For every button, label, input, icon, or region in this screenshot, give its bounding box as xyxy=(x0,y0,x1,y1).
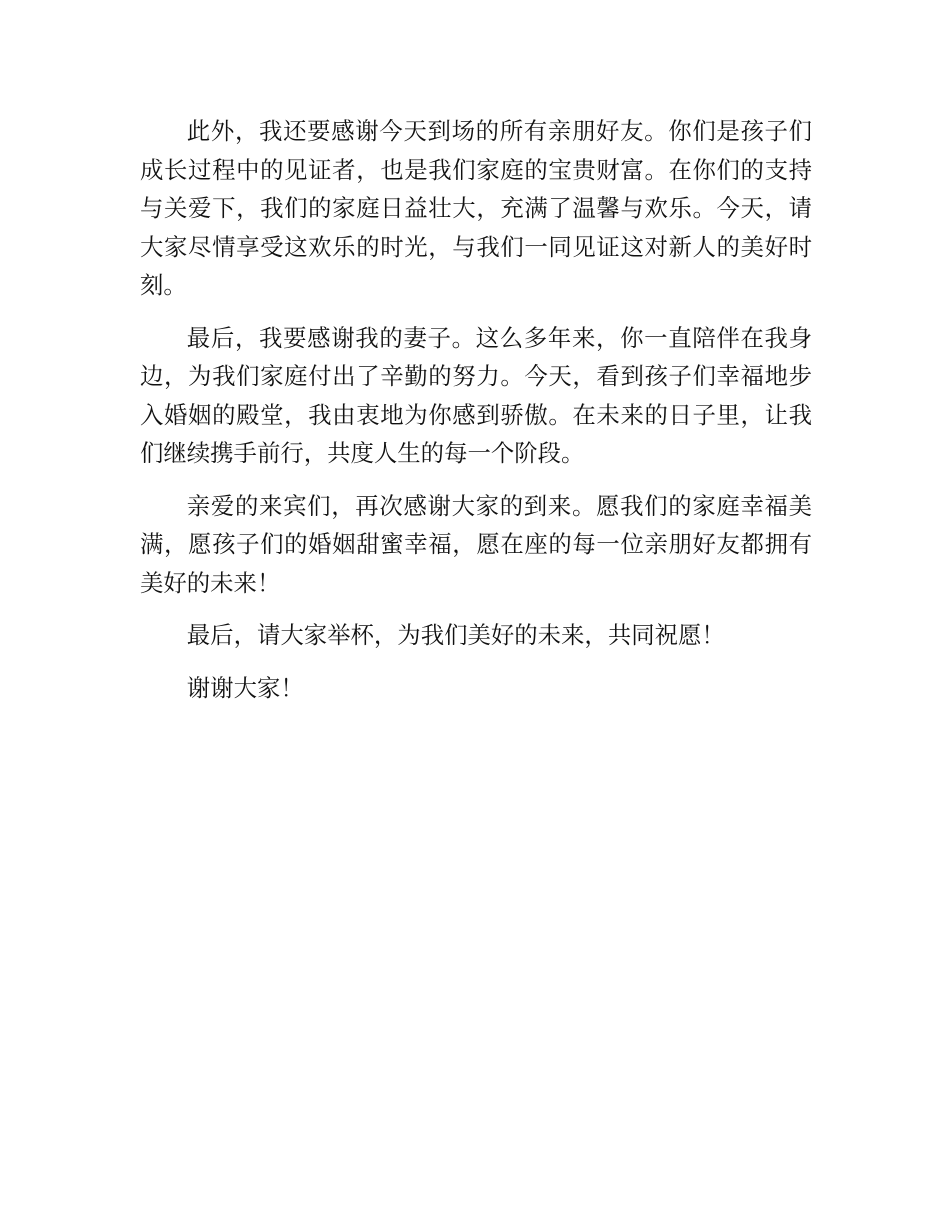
paragraph-wishes: 亲爱的来宾们，再次感谢大家的到来。愿我们的家庭幸福美满，愿孩子们的婚姻甜蜜幸福，愿在座的每一位亲朋好友都拥有美好的未来！ xyxy=(140,491,812,597)
paragraph-thanks-wife: 最后，我要感谢我的妻子。这么多年来，你一直陪伴在我身边，为我们家庭付出了辛勤的努力。今天，看到孩子们幸福地步入婚姻的殿堂，我由衷地为你感到骄傲。在未来的日子里，让我们继续携手前行，共度人生的每一个阶段。 xyxy=(140,323,812,467)
document-page xyxy=(140,112,812,721)
paragraph-toast: 最后，请大家举杯，为我们美好的未来，共同祝愿！ xyxy=(186,621,725,649)
paragraph-thanks-guests: 此外，我还要感谢今天到场的所有亲朋好友。你们是孩子们成长过程中的见证者，也是我们家庭的宝贵财富。在你们的支持与关爱下，我们的家庭日益壮大，充满了温馨与欢乐。今天，请大家尽情享受这欢乐的时光，与我们一同见证这对新人的美好时刻。 xyxy=(140,117,812,299)
paragraph-closing: 谢谢大家！ xyxy=(186,673,304,702)
